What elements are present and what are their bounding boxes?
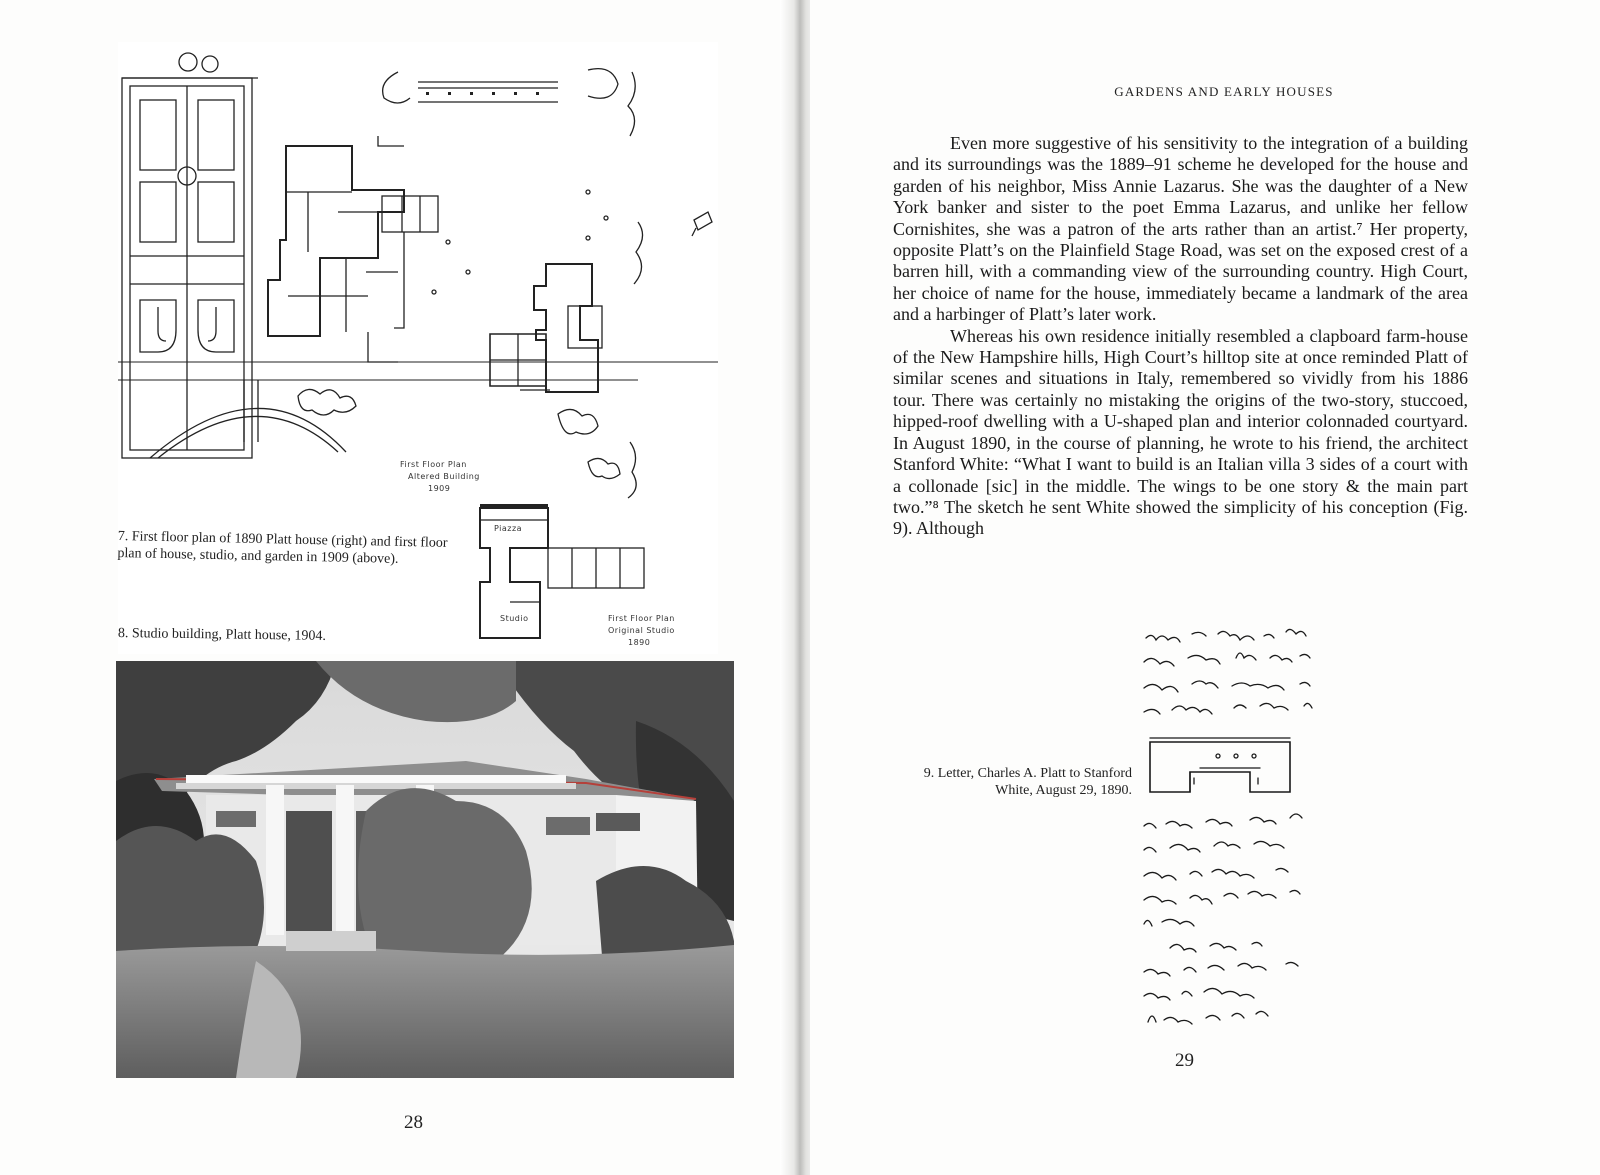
plan-label-first-floor-1890: First Floor Plan [608,614,675,623]
plan-label-original-studio: Original Studio [608,626,675,635]
body-paragraph: Whereas his own residence initially resembled a clapboard farm-house of the New Hampshire hills, High Court’s hilltop site at once reminded Platt of similar scenes and situations in Italy, remembered so vividly from his 1886 tour. There was certainly no mistaking the origins of the two-story, stuccoed, hipped-roof dwelling with a U-shaped plan and interior colonnaded courtyard. In August 1890, in the course of planning, he wrote to his friend, the architect Stanford White: “What I want to build is an Italian villa 3 sides of a court with a collonade [sic] in the middle. The wings to be one story & the main part two.”⁸ The sketch he sent White showed the simplicity of his conception (Fig. 9). Although [893,325,1468,539]
plan-label-first-floor-1909: First Floor Plan [400,460,467,469]
handwritten-letter-image [1140,628,1410,1038]
figure-9-handwritten-letter [1140,628,1410,1038]
plan-label-piazza: Piazza [494,524,523,533]
figure-8-studio-photo [116,661,734,1078]
plan-label-year-1890: 1890 [628,638,651,647]
figure-9-caption: 9. Letter, Charles A. Platt to Stanford White, August 29, 1890. [923,766,1132,798]
page-number-left: 28 [404,1112,423,1133]
figure-8-caption: 8. Studio building, Platt house, 1904. [117,625,327,644]
left-page [0,0,790,1175]
studio-photo-image [116,661,734,1078]
body-paragraph: Even more suggestive of his sensitivity to the integration of a building and its surroundings was the 1889–91 scheme he developed for the house and garden of his neighbor, Miss Annie Lazarus. She was the daughter of a New York banker and sister to the poet Emma Lazarus, and unlike her fellow Cornishites, she was a patron of the arts rather than an artist.⁷ Her property, opposite Platt’s on the Plainfield Stage Road, was set on the exposed crest of a barren hill, with a commanding view of the surrounding country. High Court, her choice of name for the house, immediately became a landmark of the area and a harbinger of Platt’s later work. [893,133,1468,325]
running-head: GARDENS AND EARLY HOUSES [1114,84,1334,99]
plan-label-altered-building: Altered Building [408,472,480,481]
page-number-right: 29 [1175,1050,1194,1071]
plan-label-year-1909: 1909 [428,484,451,493]
plan-label-studio: Studio [500,614,529,623]
body-text [893,133,1468,540]
figure-7-caption: 7. First floor plan of 1890 Platt house (right) and first floor plan of house, studio, and garden in 1909 (above). [117,528,448,567]
